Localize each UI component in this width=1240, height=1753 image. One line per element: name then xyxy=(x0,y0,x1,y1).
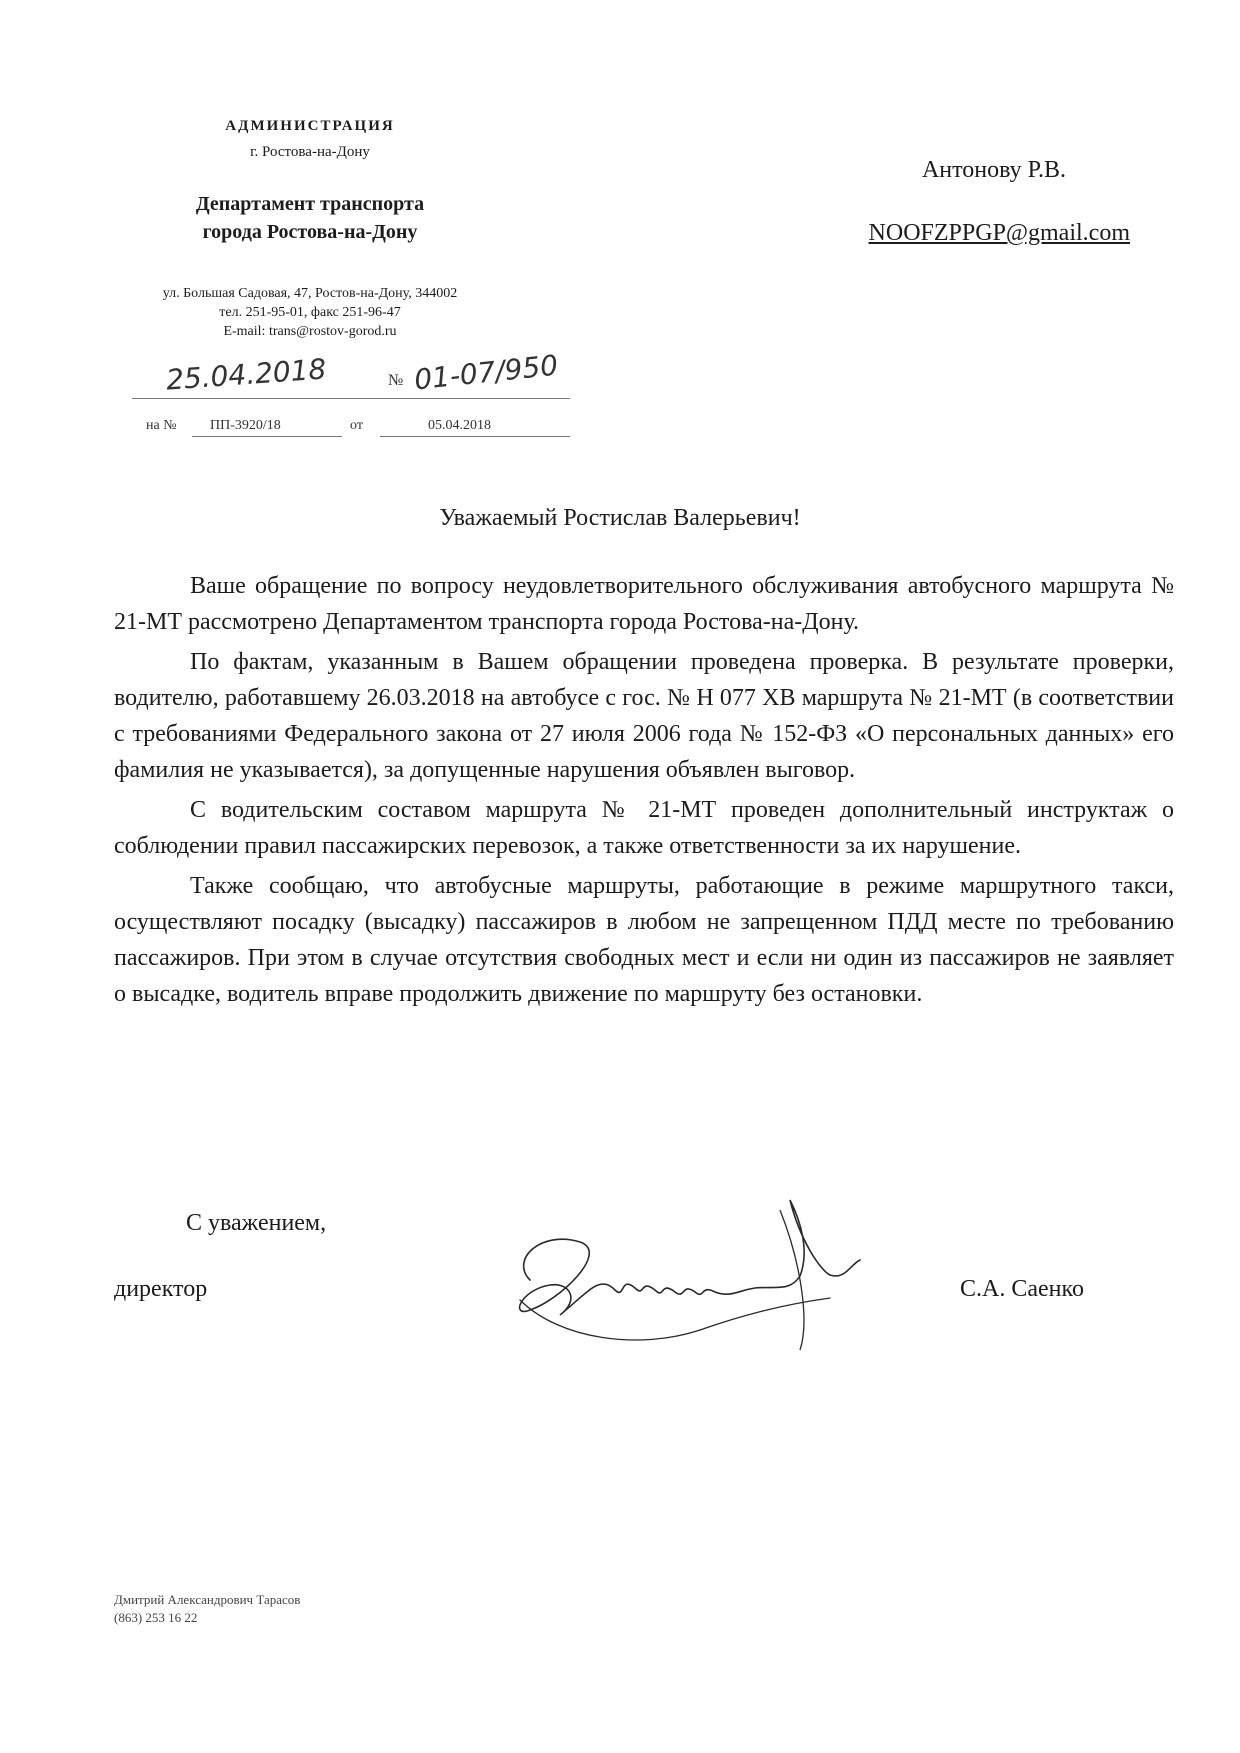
reference-date-underline xyxy=(380,436,570,437)
department-name: Департамент транспорта xyxy=(195,193,425,215)
reference-date: 05.04.2018 xyxy=(428,418,491,433)
registration-date: 25.04.2018 xyxy=(165,352,328,397)
paragraph: По фактам, указанным в Вашем обращении проведена проверка. В результате проверки, водителю, работавшему 26.03.2018 на автобусе с гос. № Н 077 ХВ маршрута № 21-МТ (в соответствии с требованиями Федерального закона от 27 июля 2006 года № 152-ФЗ «О персональных данных» его фамилия не указывается), за допущенные нарушения объявлен выговор. xyxy=(114,649,1174,783)
reference-number-underline xyxy=(192,436,342,437)
recipient-name: Антонову Р.В. xyxy=(921,157,1066,183)
closing-regards: С уважением, xyxy=(186,1210,327,1236)
executor-phone: (863) 253 16 22 xyxy=(114,1610,198,1625)
signer-name: С.А. Саенко xyxy=(960,1276,1084,1302)
paragraph: С водительским составом маршрута № 21-МТ проведен дополнительный инструктаж о соблюдении правил пассажирских перевозок, а также ответственности за их нарушение. xyxy=(114,797,1174,859)
paragraph: Ваше обращение по вопросу неудовлетворительного обслуживания автобусного маршрута № 21-МТ рассмотрено Департаментом транспорта города Ростова-на-Дону. xyxy=(114,573,1174,635)
signer-position: директор xyxy=(114,1276,208,1302)
recipient-email[interactable]: NOOFZPPGP@gmail.com xyxy=(868,220,1130,246)
greeting: Уважаемый Ростислав Валерьевич! xyxy=(439,505,801,531)
org-address: ул. Большая Садовая, 47, Ростов-на-Дону, 344002 xyxy=(162,286,458,301)
reference-number: ПП-3920/18 xyxy=(210,418,281,433)
registration-line xyxy=(132,398,570,399)
org-name: АДМИНИСТРАЦИЯ xyxy=(225,118,395,134)
reference-from-label: от xyxy=(350,418,363,433)
registration-number: 01-07/950 xyxy=(412,348,560,397)
paragraph: Также сообщаю, что автобусные маршруты, работающие в режиме маршрутного такси, осуществляют посадку (высадку) пассажиров в любом не запрещенном ПДД месте по требованию пассажиров. При этом в случае отсутствия свободных мест и если ни один из пассажиров не заявляет о высадке, водитель вправе продолжить движение по маршруту без остановки. xyxy=(114,873,1174,1007)
letter-body xyxy=(114,568,1174,1016)
signature-image xyxy=(500,1180,920,1370)
registration-number-label: № xyxy=(388,372,404,389)
org-email: E-mail: trans@rostov-gorod.ru xyxy=(223,324,397,339)
executor-name: Дмитрий Александрович Тарасов xyxy=(114,1592,301,1607)
org-phone: тел. 251-95-01, факс 251-96-47 xyxy=(219,305,401,320)
org-city: г. Ростова-на-Дону xyxy=(250,144,370,160)
reference-label: на № xyxy=(146,418,177,433)
department-city: города Ростова-на-Дону xyxy=(202,221,418,243)
